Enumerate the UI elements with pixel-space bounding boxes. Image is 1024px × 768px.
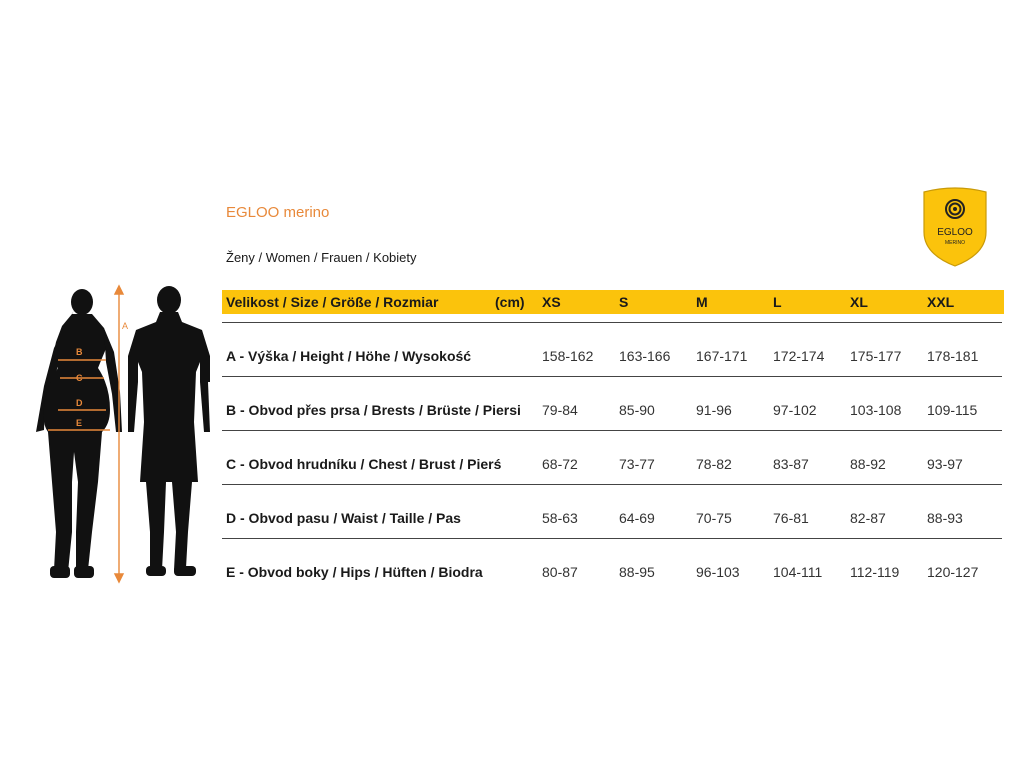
table-row-bust [222, 398, 1012, 422]
row-value: 103-108 [850, 402, 902, 418]
row-value: 73-77 [619, 456, 655, 472]
logo-text: EGLOO [937, 227, 973, 238]
header-size-s: S [619, 294, 629, 310]
row-label: E - Obvod boky / Hips / Hüften / Biodra [226, 564, 483, 580]
egloo-logo [920, 186, 990, 268]
row-value: 172-174 [773, 348, 825, 364]
row-value: 88-95 [619, 564, 655, 580]
header-size-xxl: XXL [927, 294, 955, 310]
logo-shield-icon [920, 186, 990, 268]
row-value: 163-166 [619, 348, 671, 364]
table-row-chest [222, 452, 1012, 476]
header-size-l: L [773, 294, 782, 310]
row-value: 82-87 [850, 510, 886, 526]
height-marker-label: A [122, 321, 129, 331]
row-value: 80-87 [542, 564, 578, 580]
row-value: 109-115 [927, 402, 978, 418]
row-value: 88-93 [927, 510, 963, 526]
row-value: 96-103 [696, 564, 740, 580]
row-value: 167-171 [696, 348, 748, 364]
marker-d-label: D [76, 398, 83, 408]
row-value: 88-92 [850, 456, 886, 472]
row-label: A - Výška / Height / Höhe / Wysokość [226, 348, 472, 364]
row-value: 158-162 [542, 348, 594, 364]
header-size-xl: XL [850, 294, 868, 310]
size-table-header [222, 290, 1004, 314]
row-label: C - Obvod hrudníku / Chest / Brust / Pierś [226, 456, 502, 472]
row-value: 97-102 [773, 402, 817, 418]
header-size-m: M [696, 294, 708, 310]
row-value: 64-69 [619, 510, 655, 526]
row-value: 120-127 [927, 564, 979, 580]
row-value: 68-72 [542, 456, 578, 472]
row-value: 93-97 [927, 456, 963, 472]
row-value: 70-75 [696, 510, 732, 526]
row-value: 85-90 [619, 402, 655, 418]
table-row-hips [222, 560, 1012, 584]
row-value: 104-111 [773, 564, 823, 580]
header-unit: (cm) [495, 294, 525, 310]
row-value: 76-81 [773, 510, 809, 526]
table-divider [222, 430, 1002, 431]
category-subtitle: Ženy / Women / Frauen / Kobiety [226, 250, 417, 265]
table-divider [222, 538, 1002, 539]
row-value: 91-96 [696, 402, 732, 418]
row-value: 178-181 [927, 348, 979, 364]
table-row-height [222, 344, 1012, 368]
row-label: B - Obvod přes prsa / Brests / Brüste / Piersi [226, 402, 521, 418]
row-value: 175-177 [850, 348, 902, 364]
silhouettes-illustration [14, 282, 220, 587]
row-label: D - Obvod pasu / Waist / Taille / Pas [226, 510, 461, 526]
header-size-xs: XS [542, 294, 561, 310]
table-row-waist [222, 506, 1012, 530]
marker-e-label: E [76, 418, 83, 428]
brand-title: EGLOO merino [226, 204, 330, 221]
table-divider [222, 376, 1002, 377]
table-divider [222, 484, 1002, 485]
man-silhouette [128, 286, 210, 576]
body-measurement-figure [14, 282, 220, 587]
row-value: 79-84 [542, 402, 578, 418]
row-value: 78-82 [696, 456, 732, 472]
row-value: 58-63 [542, 510, 578, 526]
woman-silhouette [36, 289, 122, 578]
header-size-label: Velikost / Size / Größe / Rozmiar [226, 294, 439, 310]
marker-c-label: C [76, 373, 83, 383]
logo-subtext: MERINO [945, 240, 965, 246]
table-divider [222, 322, 1002, 323]
row-value: 83-87 [773, 456, 809, 472]
marker-b-label: B [76, 347, 83, 357]
row-value: 112-119 [850, 564, 900, 580]
